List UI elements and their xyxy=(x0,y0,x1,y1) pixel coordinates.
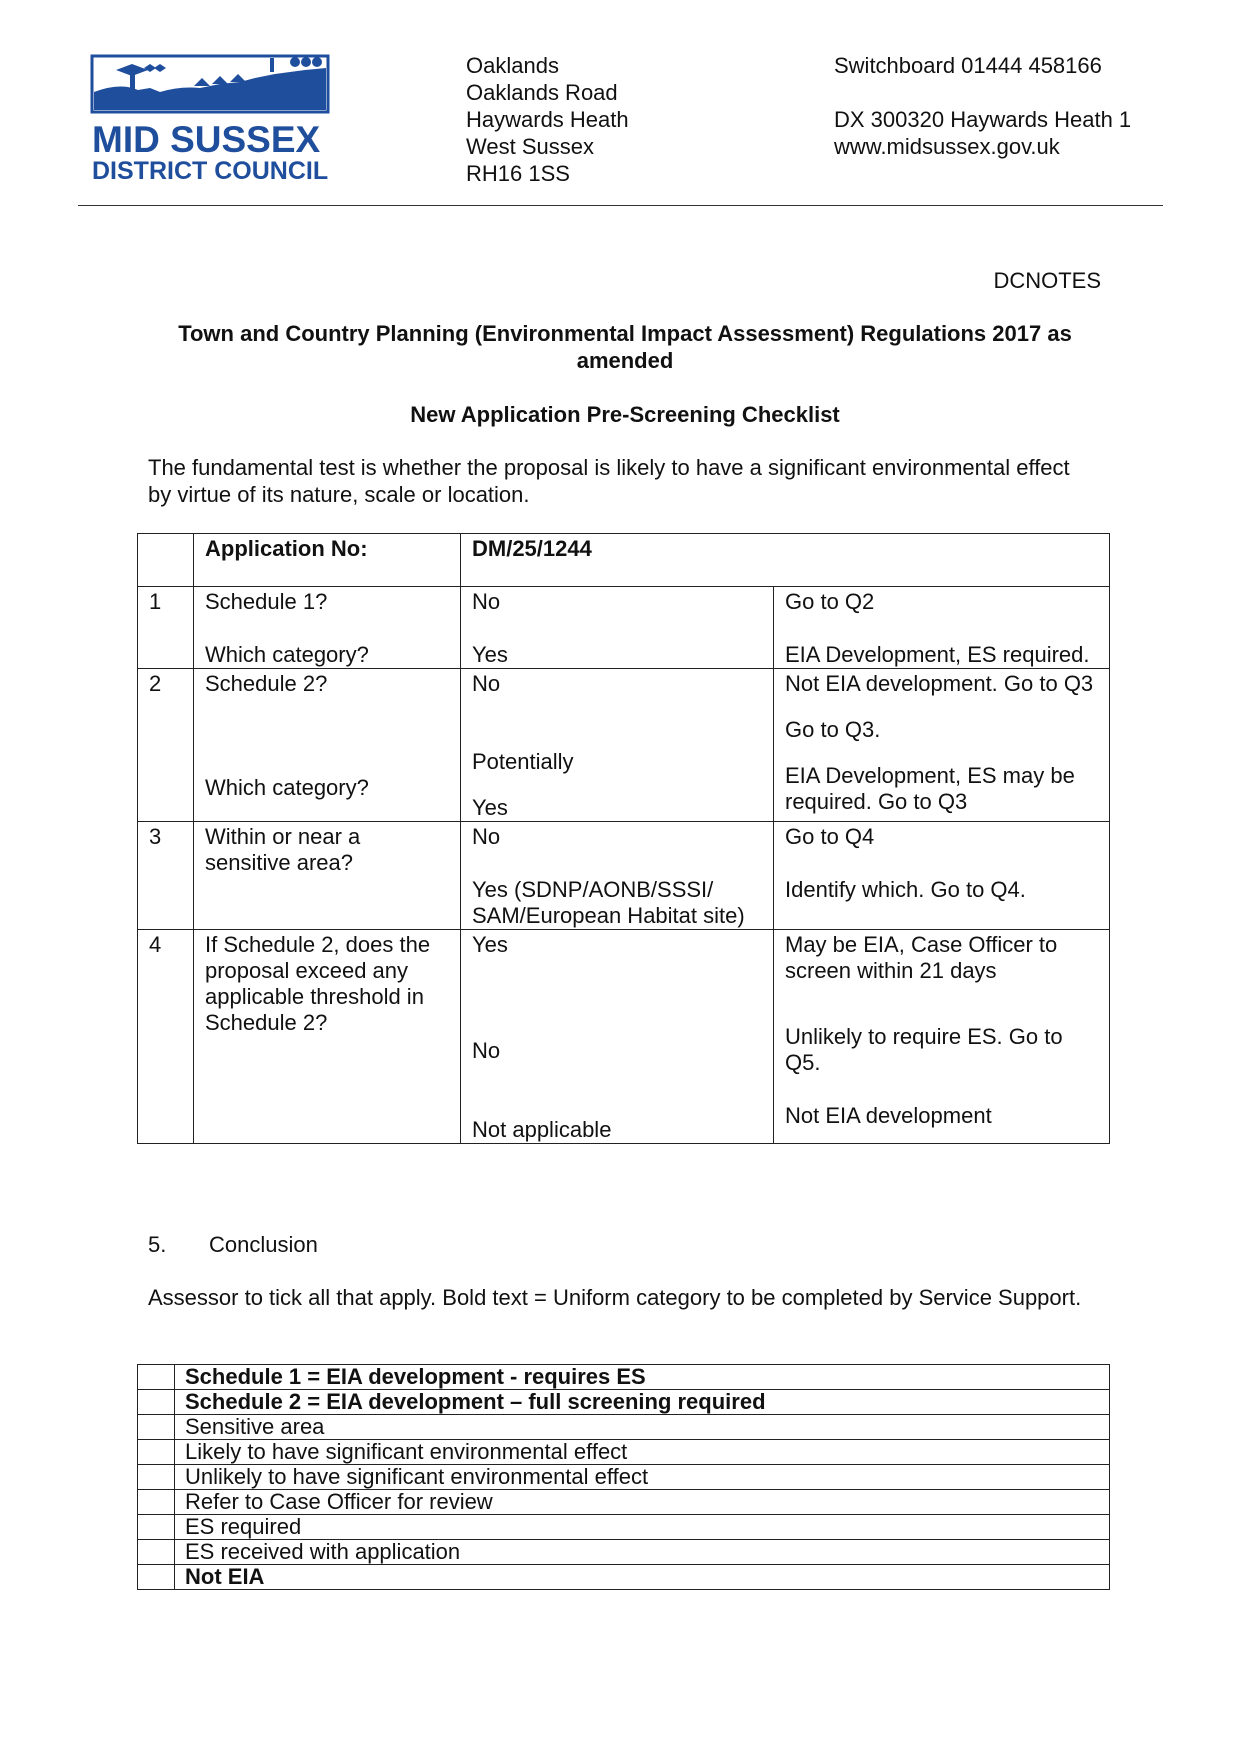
answer-cell xyxy=(461,669,774,822)
category-prompt: Which category? xyxy=(205,642,369,667)
answer-text: Not applicable xyxy=(472,1117,612,1142)
council-contact xyxy=(834,52,1131,160)
table-row xyxy=(138,669,1110,822)
table-row xyxy=(138,1515,1110,1540)
conclusion-item: Not EIA xyxy=(175,1565,1110,1590)
address-line: RH16 1SS xyxy=(466,161,570,186)
result-text: Unlikely to require ES. Go to Q5. xyxy=(785,1024,1063,1075)
conclusion-label: Conclusion xyxy=(209,1232,318,1257)
table-row xyxy=(138,822,1110,930)
conclusion-item: Sensitive area xyxy=(175,1415,1110,1440)
prescreening-checklist xyxy=(137,533,1110,1144)
answer-cell xyxy=(461,822,774,930)
question-number: 4 xyxy=(138,930,194,1144)
question-number: 3 xyxy=(138,822,194,930)
address-line: Oaklands Road xyxy=(466,80,618,105)
conclusion-tick-table xyxy=(137,1364,1110,1590)
answer-text: Yes (SDNP/AONB/SSSI/ SAM/European Habitat site) xyxy=(472,877,745,928)
document-title: Town and Country Planning (Environmental Impact Assessment) Regulations 2017 as amended xyxy=(178,321,1072,373)
table-row xyxy=(138,1365,1110,1390)
result-text: Identify which. Go to Q4. xyxy=(785,877,1026,902)
result-text: EIA Development, ES required. xyxy=(785,642,1090,667)
table-row xyxy=(138,1465,1110,1490)
answer-text: Potentially xyxy=(472,749,574,774)
tick-box[interactable] xyxy=(138,1465,175,1490)
conclusion-item: ES required xyxy=(175,1515,1110,1540)
table-cell xyxy=(138,534,194,587)
answer-text: Yes xyxy=(472,932,508,957)
table-row xyxy=(138,1440,1110,1465)
question-number: 2 xyxy=(138,669,194,822)
question-text: Schedule 2? xyxy=(205,671,328,696)
answer-text: No xyxy=(472,671,501,696)
address-line: West Sussex xyxy=(466,134,594,159)
address-line: Haywards Heath xyxy=(466,107,629,132)
result-cell xyxy=(774,930,1110,1144)
conclusion-number: 5. xyxy=(148,1232,167,1257)
switchboard: Switchboard 01444 458166 xyxy=(834,53,1102,78)
council-logo-image xyxy=(90,52,335,187)
tick-box[interactable] xyxy=(138,1490,175,1515)
answer-text: No xyxy=(472,1038,501,1063)
table-row xyxy=(138,1540,1110,1565)
document-subtitle: New Application Pre-Screening Checklist xyxy=(410,402,840,427)
category-prompt: Which category? xyxy=(205,775,369,800)
document-ref: DCNOTES xyxy=(993,268,1101,293)
answer-text: No xyxy=(472,824,501,849)
question-text: If Schedule 2, does the proposal exceed any applicable threshold in Schedule 2? xyxy=(194,930,461,1144)
tick-box[interactable] xyxy=(138,1540,175,1565)
application-no-label: Application No: xyxy=(194,534,461,587)
answer-cell xyxy=(461,587,774,669)
result-cell xyxy=(774,669,1110,822)
result-text: May be EIA, Case Officer to screen within 21 days xyxy=(785,932,1058,983)
conclusion-item: Refer to Case Officer for review xyxy=(175,1490,1110,1515)
question-cell xyxy=(194,669,461,822)
dx-address: DX 300320 Haywards Heath 1 xyxy=(834,107,1132,132)
result-text: EIA Development, ES may be required. Go to Q3 xyxy=(785,763,1075,814)
tick-box[interactable] xyxy=(138,1565,175,1590)
conclusion-item: Schedule 1 = EIA development - requires ES xyxy=(175,1365,1110,1390)
question-text: Schedule 1? xyxy=(205,589,328,614)
conclusion-heading xyxy=(148,1232,318,1258)
council-address xyxy=(466,52,629,187)
result-text: Go to Q2 xyxy=(785,589,875,614)
table-row xyxy=(138,930,1110,1144)
table-row xyxy=(138,1415,1110,1440)
table-row xyxy=(138,534,1110,587)
website-link[interactable]: www.midsussex.gov.uk xyxy=(834,134,1060,159)
result-text: Go to Q4 xyxy=(785,824,875,849)
answer-text: Yes xyxy=(472,795,508,820)
address-line: Oaklands xyxy=(466,53,559,78)
header-divider xyxy=(78,205,1163,206)
logo-line1: MID SUSSEX xyxy=(92,119,321,160)
table-row xyxy=(138,1390,1110,1415)
logo-line2: DISTRICT COUNCIL xyxy=(92,157,329,185)
result-text: Go to Q3. xyxy=(785,717,881,742)
result-text: Not EIA development xyxy=(785,1103,992,1128)
conclusion-item: Unlikely to have significant environmental effect xyxy=(175,1465,1110,1490)
tick-box[interactable] xyxy=(138,1390,175,1415)
result-text: Not EIA development. Go to Q3 xyxy=(785,671,1094,696)
result-cell xyxy=(774,822,1110,930)
conclusion-item: ES received with application xyxy=(175,1540,1110,1565)
table-row xyxy=(138,1565,1110,1590)
answer-text: No xyxy=(472,589,501,614)
question-text: Within or near a sensitive area? xyxy=(194,822,461,930)
tick-box[interactable] xyxy=(138,1440,175,1465)
council-logo xyxy=(90,52,335,187)
answer-text: Yes xyxy=(472,642,508,667)
application-no-value: DM/25/1244 xyxy=(461,534,1110,587)
tick-box[interactable] xyxy=(138,1415,175,1440)
conclusion-item: Likely to have significant environmental effect xyxy=(175,1440,1110,1465)
conclusion-item: Schedule 2 = EIA development – full screening required xyxy=(175,1390,1110,1415)
table-row xyxy=(138,1490,1110,1515)
tick-box[interactable] xyxy=(138,1515,175,1540)
intro-paragraph: The fundamental test is whether the proposal is likely to have a significant environmental effect by virtue of its nature, scale or location. xyxy=(148,455,1070,507)
conclusion-instructions: Assessor to tick all that apply. Bold text = Uniform category to be completed by Service Support. xyxy=(148,1285,1082,1310)
question-number: 1 xyxy=(138,587,194,669)
result-cell xyxy=(774,587,1110,669)
answer-cell xyxy=(461,930,774,1144)
tick-box[interactable] xyxy=(138,1365,175,1390)
table-row xyxy=(138,587,1110,669)
question-cell xyxy=(194,587,461,669)
